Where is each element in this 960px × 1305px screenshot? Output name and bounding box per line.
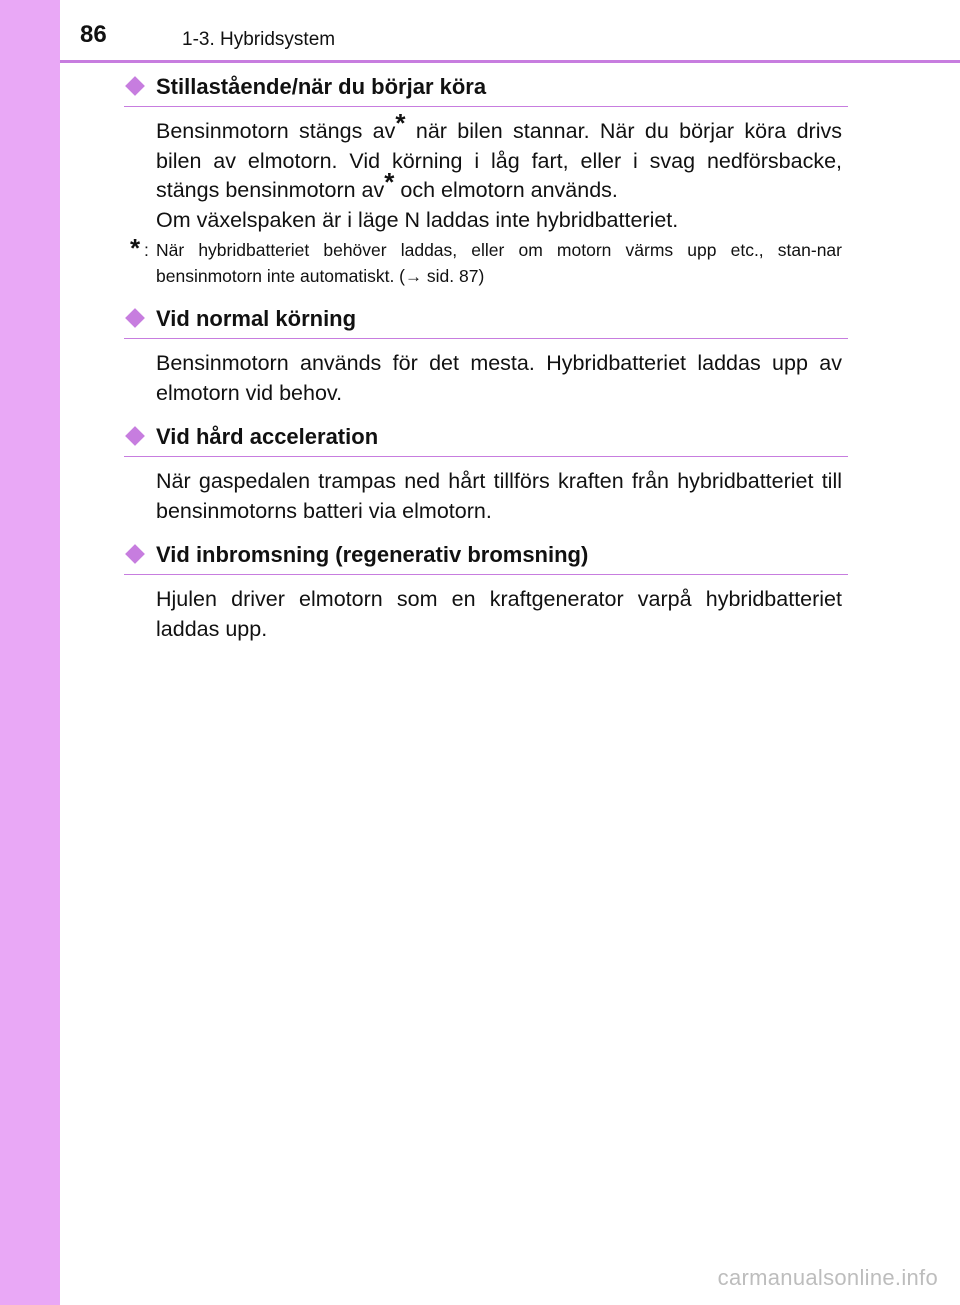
section-body: Hjulen driver elmotorn som en kraftgenerator varpå hybridbatteriet laddas upp.	[156, 587, 842, 641]
footnote	[124, 233, 848, 290]
section-heading	[124, 540, 848, 575]
section-heading	[124, 422, 848, 457]
section-hard-acceleration	[124, 422, 848, 526]
text-run: När hybridbatteriet behöver laddas, eller om motorn värms upp etc., stan-nar bensinmotorn inte automatiskt. (	[156, 240, 842, 286]
watermark: carmanualsonline.info	[717, 1265, 938, 1290]
page-reference-link[interactable]: sid. 87)	[422, 266, 485, 286]
footnote-text	[156, 237, 842, 290]
section-body: Bensinmotorn används för det mesta. Hybridbatteriet laddas upp av elmotorn vid behov.	[156, 351, 842, 405]
side-color-band	[0, 0, 60, 1305]
diamond-bullet-icon	[125, 76, 145, 96]
section-normal-driving	[124, 304, 848, 408]
chapter-label: 1-3. Hybridsystem	[182, 29, 336, 50]
section-title: Vid hård acceleration	[156, 424, 379, 449]
section-regenerative-braking	[124, 540, 848, 644]
header-divider	[60, 60, 960, 63]
section-body: När gaspedalen trampas ned hårt tillförs kraften från hybridbatteriet till bensinmotorns batteri via elmotorn.	[156, 469, 842, 523]
diamond-bullet-icon	[125, 308, 145, 328]
section-title: Vid normal körning	[156, 306, 357, 331]
arrow-right-icon: →	[405, 267, 423, 286]
diamond-bullet-icon	[125, 544, 145, 564]
section-title: Vid inbromsning (regenerativ bromsning)	[156, 542, 589, 567]
text-run: Bensinmotorn stängs av	[156, 119, 396, 143]
text-run: och elmotorn används.	[394, 178, 618, 202]
section-heading	[124, 72, 848, 107]
page-content	[124, 72, 848, 654]
asterisk-icon: *	[395, 108, 406, 138]
footnote-asterisk-icon: *	[130, 233, 141, 263]
paragraph	[156, 108, 842, 206]
footnote-colon: :	[144, 240, 149, 260]
diamond-bullet-icon	[125, 426, 145, 446]
section-standstill	[124, 72, 848, 290]
paragraph: Om växelspaken är i läge N laddas inte hybridbatteriet.	[156, 207, 679, 232]
section-body	[156, 108, 842, 235]
page-number: 86	[80, 21, 107, 48]
section-title: Stillastående/när du börjar köra	[156, 74, 487, 99]
section-heading	[124, 304, 848, 339]
asterisk-icon: *	[384, 167, 395, 197]
text-run: när bilen stannar. När du börjar köra drivs bilen av elmotorn. Vid körning i låg fart, eller i svag nedförsbacke, stängs bensinmotorn av	[156, 119, 842, 202]
